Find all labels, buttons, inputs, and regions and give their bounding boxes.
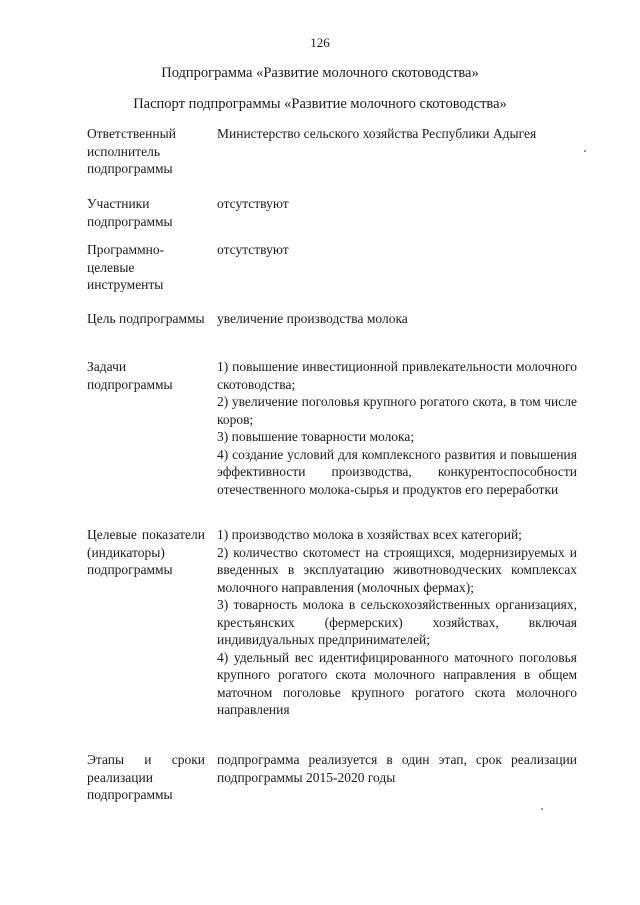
passport-row-tasks	[87, 358, 577, 526]
value-line: отсутствуют	[217, 196, 289, 211]
row-value	[217, 751, 577, 811]
value-line: 4) создание условий для комплексного развития и повышения эффективности производства, конкурентоспособности отечественного молока-сырья и продуктов его переработки	[217, 446, 577, 497]
row-label: Программно-целевые инструменты	[87, 242, 165, 292]
value-line: 3) товарность молока в сельскохозяйственных организациях, крестьянских (фермерских) хозяйствах, включая индивидуальных предпринимателей;	[217, 597, 577, 647]
value-line: 4) удельный вес идентифицированного маточного поголовья крупного рогатого скота молочного направления в общем маточном поголовье крупного рогатого скота молочного направления	[217, 649, 577, 717]
value-line: отсутствуют	[217, 242, 289, 257]
row-value	[217, 241, 577, 310]
value-line: 2) количество скотомест на строящихся, модернизируемых и введенных в эксплуатацию животноводческих комплексах молочного направления (молочных фермах);	[217, 544, 577, 595]
passport-table	[87, 125, 577, 811]
row-label: Цель подпрограммы	[87, 311, 205, 326]
passport-row-participants	[87, 195, 577, 241]
passport-row-stages	[87, 751, 577, 811]
value-line: подпрограмма реализуется в один этап, срок реализации подпрограммы 2015-2020 годы	[217, 752, 577, 785]
row-value	[217, 195, 577, 241]
row-label: Целевые показатели (индикаторы) подпрограммы	[87, 527, 205, 577]
value-line: 1) производство молока в хозяйствах всех категорий;	[217, 527, 522, 542]
passport-row-responsible	[87, 125, 577, 195]
passport-row-goal	[87, 310, 577, 358]
row-value	[217, 526, 577, 751]
value-line: 3) повышение товарности молока;	[217, 429, 415, 444]
row-label: Задачи подпрограммы	[87, 359, 173, 392]
row-label: Этапы и сроки реализации подпрограммы	[87, 752, 205, 802]
row-value	[217, 310, 577, 358]
row-value	[217, 125, 577, 195]
value-line: Министерство сельского хозяйства Республики Адыгея	[217, 126, 537, 141]
row-label: Ответственный исполнитель подпрограммы	[87, 126, 176, 176]
passport-row-instruments	[87, 241, 577, 310]
scan-speck	[541, 808, 543, 810]
value-line: увеличение производства молока	[217, 311, 408, 326]
value-line: 2) увеличение поголовья крупного рогатого скота, в том числе коров;	[217, 394, 577, 427]
passport-title: Паспорт подпрограммы «Развитие молочного скотоводства»	[133, 96, 507, 112]
subprogram-title: Подпрограмма «Развитие молочного скотоводства»	[161, 65, 479, 81]
value-line: 1) повышение инвестиционной привлекательности молочного скотоводства;	[217, 359, 577, 392]
passport-row-indicators	[87, 526, 577, 751]
row-label: Участники подпрограммы	[87, 196, 173, 229]
page-number: 126	[310, 35, 330, 50]
row-value	[217, 358, 577, 526]
scan-speck	[584, 150, 586, 152]
